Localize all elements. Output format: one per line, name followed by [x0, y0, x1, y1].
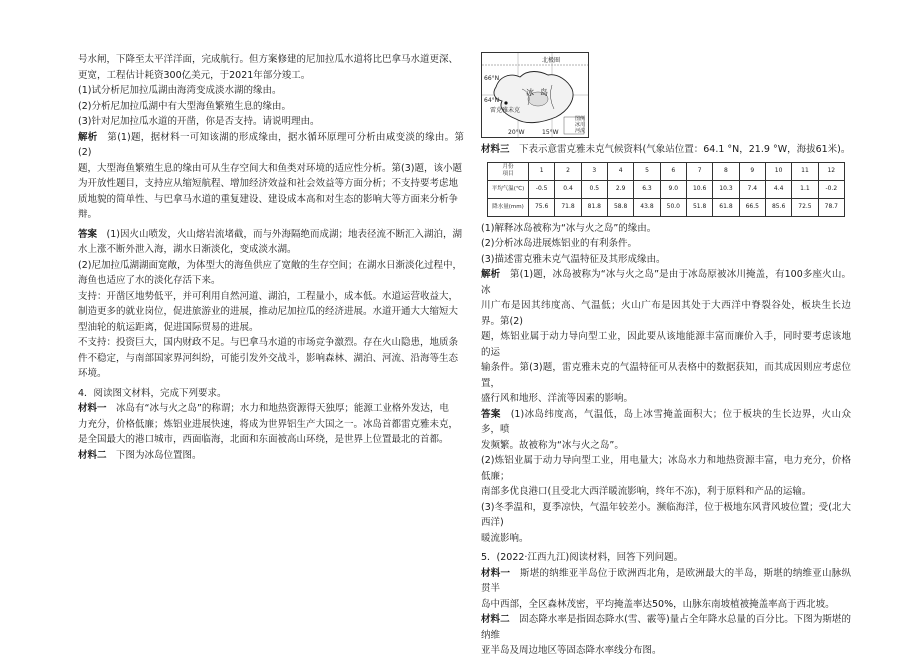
lon-15-label: 15°W [542, 129, 559, 136]
material-label: 材料二 [78, 449, 107, 461]
analysis-line: 解析 第(1)题，据材料一可知该湖的形成缘由，据水循环原理可分析由咸变淡的缘由。第(2) [78, 131, 464, 158]
temp-cell: 9.0 [660, 180, 686, 198]
table-row [488, 180, 845, 198]
question-3: (3)针对尼加拉瓜水道的开凿，你是否支持。请说明理由。 [78, 116, 320, 127]
precip-cell: 58.8 [607, 198, 633, 216]
precip-label: 降水量(mm) [488, 198, 529, 216]
question-line: (3)描述雷克雅未克气温特征及其形成缘由。 [481, 253, 666, 265]
material-3-line: 材料三 下表示意雷克雅未克气候资料(气象站位置：64.1 °N，21.9 °W，海拔61米)。 [481, 144, 851, 155]
temp-cell: 0.5 [581, 180, 607, 198]
map-legend: 图例 冰川 河流 [574, 116, 585, 134]
iceland-map [481, 52, 589, 138]
material-label: 材料一 [481, 567, 511, 579]
island-label-1: 冰 [526, 88, 534, 97]
month-cell: 8 [713, 162, 739, 180]
text-line: 号水闸，下降至太平洋洋面，完成航行。但方案修建的尼加拉瓜水道将比巴拿马水道更深、 [78, 54, 459, 65]
material-label: 材料三 [481, 144, 510, 155]
lat-66-label: 66°N [484, 75, 500, 82]
answer-line: 支持：开凿区地势低平，并可利用自然河道、湖泊，工程量小，成本低。水道运营收益大， [78, 290, 459, 302]
analysis-line: 质地貌的简单性、与巴拿马水道的重复建设、建设成本高和对生态的影响大等方面来分析争 [78, 193, 459, 205]
answer-line: 南部多优良港口(且受北大西洋暖流影响，终年不冻)，利于原料和产品的运输。 [481, 486, 812, 497]
iceland-outline [482, 53, 588, 137]
analysis-line: 题，炼铝业属于动力导向型工业，因此要从该地能源丰富而廉价入手，同时要考虑该地的运 [481, 331, 851, 358]
precip-cell: 50.0 [660, 198, 686, 216]
material-line: 材料二 下图为冰岛位置图。 [78, 449, 202, 461]
analysis-label: 解析 [78, 131, 98, 143]
lat-64-label: 64°N [484, 97, 500, 104]
month-cell: 10 [765, 162, 791, 180]
answer-label: 答案 [481, 408, 501, 420]
climate-table [487, 162, 845, 217]
question-2: (2)分析尼加拉瓜湖中有大型海鱼繁殖生息的缘由。 [78, 100, 291, 112]
left-column [78, 52, 464, 463]
answer-line: (3)冬季温和，夏季凉快，气温年较差小。濒临海洋，位于极地东风背风坡位置；受(北大西洋) [481, 501, 851, 528]
answer-line: 水上涨不断外泄入海，湖水日渐淡化，变成淡水湖。 [78, 244, 297, 255]
precip-cell: 72.5 [792, 198, 818, 216]
answer-line: 制造更多的就业岗位，促进旅游业的进展，推动尼加拉瓜的经济进展。水道开通大大缩短大 [78, 306, 459, 317]
month-cell: 7 [686, 162, 712, 180]
temp-cell: 6.3 [634, 180, 660, 198]
answer-line: 答案 (1)冰岛纬度高，气温低，岛上冰雪掩盖面积大；位于板块的生长边界，火山众多，喷 [481, 408, 851, 435]
answer-line: 件不稳定，与南部国家界河纠纷，可能引发外交战斗，影响森林、湖泊、河流、沿海等生态 [78, 352, 459, 364]
analysis-label: 解析 [481, 269, 501, 280]
answer-line: (2)炼铝业属于动力导向型工业，用电量大；冰岛水力和地热资源丰富，电力充分，价格低廉； [481, 455, 851, 482]
island-label-2: 岛 [540, 88, 548, 97]
analysis-line: 为开放性题目，支持应从缩短航程、增加经济效益和社会效益等方面分析；不支持要考虑地 [78, 178, 459, 189]
analysis-line: 题，大型海鱼繁殖生息的缘由可从生存空间大和鱼类对环境的适应性分析。第(3)题，该小题 [78, 162, 462, 174]
temp-cell: 4.4 [765, 180, 791, 198]
month-cell: 11 [792, 162, 818, 180]
table-row [488, 198, 845, 216]
answer-line: 型油轮的航运距离，促进国际贸易的进展。 [78, 321, 259, 333]
month-cell: 12 [818, 162, 844, 180]
answer-line: 环境。 [78, 368, 107, 379]
precip-cell: 61.8 [713, 198, 739, 216]
month-cell: 1 [529, 162, 555, 180]
arctic-circle-label: 北极圈 [542, 57, 561, 64]
answer-label: 答案 [78, 228, 98, 240]
temp-cell: -0.5 [529, 180, 555, 198]
precip-cell: 66.5 [739, 198, 765, 216]
month-cell: 5 [634, 162, 660, 180]
question-line: (2)分析冰岛进展炼铝业的有利条件。 [481, 238, 637, 249]
temp-cell: 0.4 [555, 180, 581, 198]
question-1: (1)试分析尼加拉瓜湖由海湾变成淡水湖的缘由。 [78, 85, 282, 96]
precip-cell: 81.8 [581, 198, 607, 216]
right-column [481, 52, 851, 659]
text-line: 更宽，工程估计耗资300亿美元，于2021年部分竣工。 [78, 69, 311, 81]
material-line: 是全国最大的港口城市，西面临海，北面和东面被高山环绕，是世界上位置最北的首都。 [78, 434, 449, 445]
answer-line: 不支持：投资巨大，国内财政不足。与巴拿马水道的市场竞争激烈。存在火山隐患，地质条 [78, 337, 459, 348]
question-4: 4．阅读图文材料，完成下列要求。 [78, 387, 227, 399]
temp-cell: 1.1 [792, 180, 818, 198]
temp-cell: 10.6 [686, 180, 712, 198]
precip-cell: 75.6 [529, 198, 555, 216]
material-line: 岛中西部，全区森林茂密，平均掩盖率达50%，山脉东南坡植被掩盖率高于西北坡。 [481, 598, 835, 610]
material-line: 亚半岛及周边地区等固态降水率线分布图。 [481, 645, 662, 656]
answer-line: 发频繁。故被称为“冰与火之岛”。 [481, 439, 624, 451]
analysis-line: 输条件。第(3)题，雷克雅未克的气温特征可从表格中的数据获知，而其成因则应考虑位置， [481, 362, 851, 389]
analysis-line: 盛行风和地形、洋流等因素的影响。 [481, 393, 634, 404]
month-cell: 9 [739, 162, 765, 180]
answer-line: 答案 (1)因火山喷发，火山熔岩流堵截，而与外海隔绝而成湖；地表径流不断汇入湖泊，湖 [78, 228, 462, 240]
month-cell: 4 [607, 162, 633, 180]
month-cell: 3 [581, 162, 607, 180]
lon-20-label: 20°W [508, 129, 525, 136]
temp-cell: -0.2 [818, 180, 844, 198]
month-cell: 2 [555, 162, 581, 180]
precip-cell: 85.6 [765, 198, 791, 216]
material-label: 材料二 [481, 614, 510, 625]
answer-line: (2)尼加拉瓜湖湖面宽敞，为体型大的海鱼供应了宽敞的生存空间；在湖水日渐淡化过程中， [78, 259, 462, 271]
table-row [488, 162, 845, 180]
material-line: 力充分，价格低廉；炼铝业进展快速，将成为世界铝生产大国之一。冰岛首都雷克雅未克， [78, 418, 459, 430]
material-line: 材料一 冰岛有“冰与火之岛”的称谓；水力和地热资源得天独厚；能源工业格外发达，电 [78, 403, 449, 414]
material-line: 材料二 固态降水率是指固态降水(雪、霰等)量占全年降水总量的百分比。下图为斯堪的纳维 [481, 614, 851, 641]
answer-line: 暖流影响。 [481, 532, 529, 544]
material-label: 材料一 [78, 403, 107, 414]
map-row [481, 52, 851, 140]
analysis-line: 辩。 [78, 209, 98, 220]
precip-cell: 78.7 [818, 198, 844, 216]
precip-cell: 51.8 [686, 198, 712, 216]
table-corner: 月份 项目 [488, 162, 529, 180]
temp-label: 平均气温(℃) [488, 180, 529, 198]
analysis-line: 解析 第(1)题，冰岛被称为“冰与火之岛”是由于冰岛原被冰川掩盖，有100多座火山。冰 [481, 269, 851, 296]
precip-cell: 71.8 [555, 198, 581, 216]
temp-cell: 10.3 [713, 180, 739, 198]
temp-cell: 2.9 [607, 180, 633, 198]
precip-cell: 43.8 [634, 198, 660, 216]
reykjavik-label: 雷克雅未克 [490, 107, 521, 114]
material-line: 材料一 斯堪的纳维亚半岛位于欧洲西北角，是欧洲最大的半岛，斯堪的纳维亚山脉纵贯半 [481, 567, 851, 594]
temp-cell: 7.4 [739, 180, 765, 198]
month-cell: 6 [660, 162, 686, 180]
question-line: (1)解释冰岛被称为“冰与火之岛”的缘由。 [481, 222, 657, 234]
analysis-line: 川广布是因其纬度高、气温低；火山广布是因其处于大西洋中脊裂谷处，板块生长边界。第(2) [481, 300, 851, 327]
answer-line: 海鱼也适应了水的淡化存活下来。 [78, 275, 221, 286]
question-5: 5．(2022·江西九江)阅读材料，回答下列问题。 [481, 552, 684, 563]
